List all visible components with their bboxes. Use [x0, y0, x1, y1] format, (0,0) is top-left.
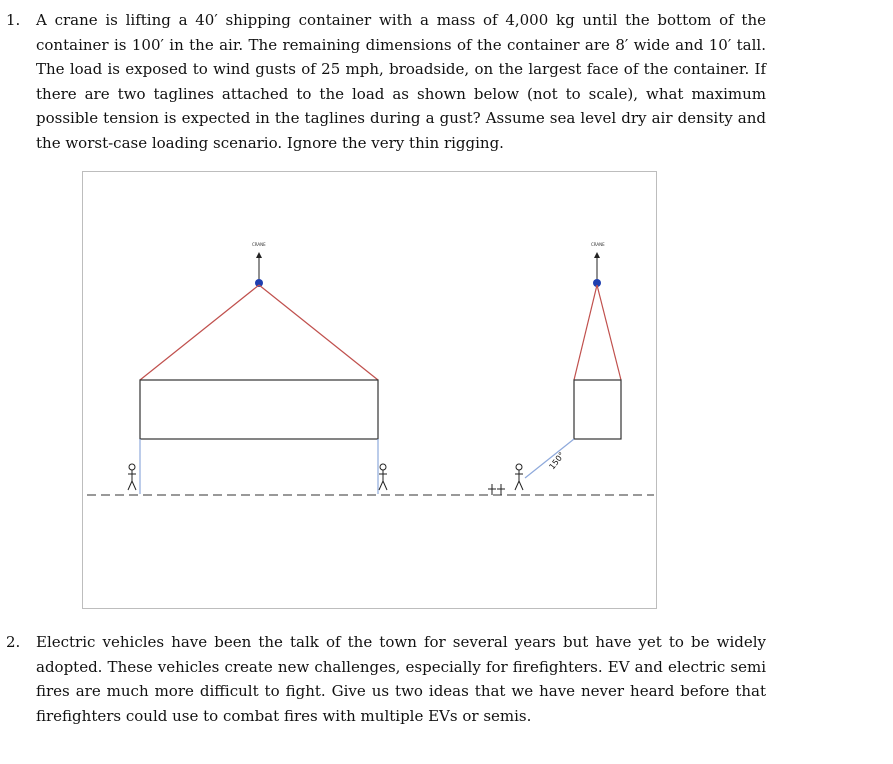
front-person-left-icon — [128, 464, 136, 490]
side-rigging-right — [597, 285, 621, 380]
side-small-figure-icon — [488, 484, 505, 495]
front-view — [128, 242, 387, 494]
side-crane-label: CRANE — [591, 242, 605, 247]
front-crane-arrow-icon — [256, 252, 262, 258]
side-person-icon — [515, 464, 523, 490]
side-crane-arrow-icon — [594, 252, 600, 258]
front-crane-label: CRANE — [252, 242, 266, 247]
crane-diagram — [82, 171, 657, 609]
question-1-text: A crane is lifting a 40′ shipping container with a mass of 4,000 kg until the bottom of the container is 100′ in the air. The remaining dimensions of the container are 8′ wide and 10′ tall. The load is exposed to wind gusts of 25 mph, broadside, on the largest face of the container. If there are two taglines attached to the load as shown below (not to scale), what maximum possible tension is expected in the taglines during a gust? Assume sea level dry air density and the worst-case loading scenario. Ignore the very thin rigging. — [36, 11, 766, 152]
front-rigging-right — [259, 285, 378, 380]
question-1-number: 1. — [6, 11, 21, 29]
tagline-angle-label: 150° — [547, 450, 567, 472]
front-rigging-left — [140, 285, 259, 380]
question-2-text: Electric vehicles have been the talk of the town for several years but have yet to be widely adopted. These vehicles create new challenges, especially for firefighters. EV and electric semi fires are much more difficult to fight. Give us two ideas that we have never heard before that firefighters could use to combat fires with multiple EVs or semis. — [36, 633, 766, 725]
front-person-right-icon — [379, 464, 387, 490]
side-tagline — [525, 439, 574, 478]
question-2-number: 2. — [6, 633, 21, 651]
side-container — [574, 380, 621, 439]
front-container — [140, 380, 378, 439]
front-hook-icon — [255, 279, 263, 287]
side-view — [488, 242, 621, 495]
crane-diagram-svg — [83, 172, 658, 610]
side-rigging-left — [574, 285, 597, 380]
